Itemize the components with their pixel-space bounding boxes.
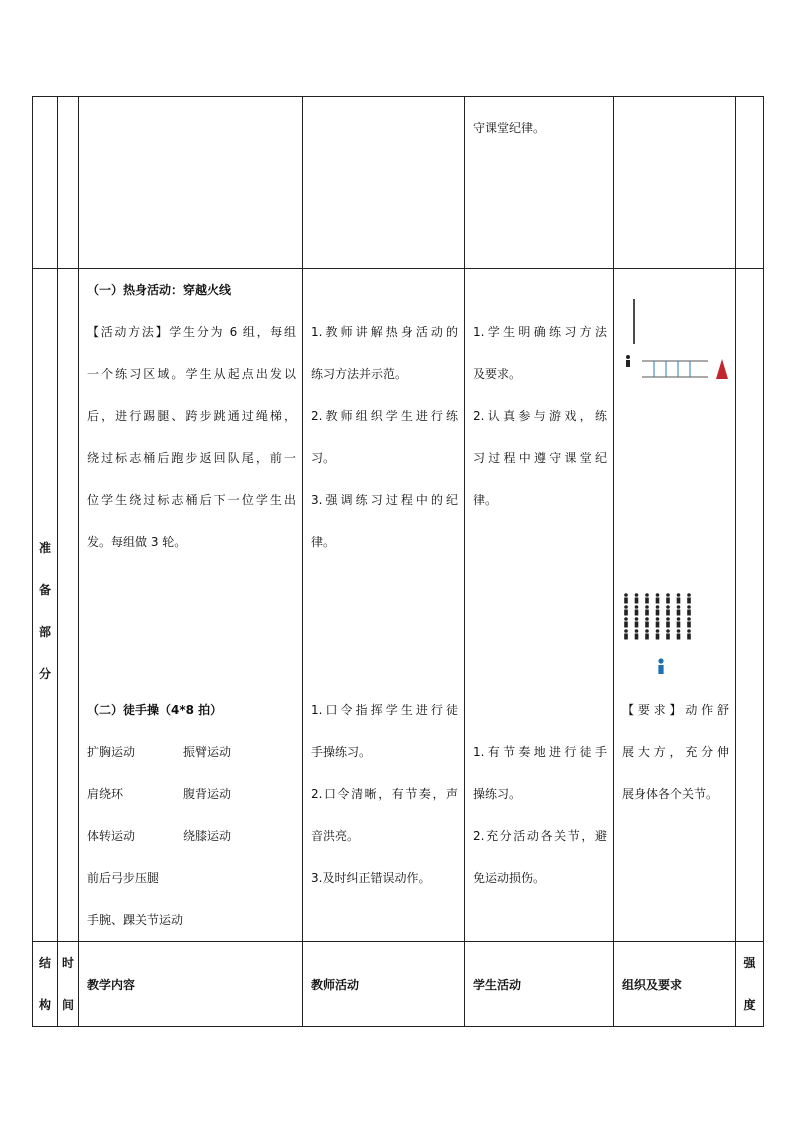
header-time: 时 间 — [58, 942, 79, 1027]
teacher-cell — [303, 97, 465, 269]
prep-structure-label: 准 备 部 分 — [38, 541, 51, 681]
warmup-method-line: 绕过标志桶后跑步返回队尾，前一 — [87, 451, 296, 465]
header-student: 学生活动 — [465, 942, 614, 1027]
exercise-item-row: 扩胸运动 振臂运动 — [87, 745, 232, 759]
warmup-method-line: 【活动方法】学生分为 6 组，每组 — [87, 325, 296, 339]
warmup-teacher-line: 3.强调练习过程中的纪 — [311, 493, 458, 507]
warmup-student-line: 律。 — [473, 493, 498, 507]
student-figure-icon — [645, 605, 649, 615]
organization-diagram — [614, 269, 735, 689]
student-figure-icon — [635, 605, 639, 615]
teacher-icon — [658, 658, 663, 674]
warmup-student-line: 1.学生明确练习方法 — [473, 325, 607, 339]
structure-cell — [33, 269, 58, 942]
exercise-item-row: 手腕、踝关节运动 — [87, 913, 184, 927]
student-figure-icon — [656, 605, 660, 615]
student-formation — [624, 593, 691, 639]
student-figure-icon — [687, 629, 691, 639]
content-cell — [79, 269, 303, 942]
exercise-teacher-line: 2.口令清晰，有节奏，声 — [311, 787, 458, 801]
student-figure-icon — [687, 593, 691, 603]
prep-row — [33, 269, 764, 942]
teacher-cell — [303, 269, 465, 942]
warmup-method-line: 发。每组做 3 轮。 — [87, 535, 187, 549]
student-figure-icon — [677, 605, 681, 615]
content-cell — [79, 97, 303, 269]
student-figure-icon — [666, 629, 670, 639]
student-figure-icon — [624, 629, 628, 639]
header-structure: 结 构 — [33, 942, 58, 1027]
warmup-teacher-line: 1.教师讲解热身活动的 — [311, 325, 458, 339]
cone-icon — [716, 359, 728, 379]
organization-cell — [614, 269, 736, 942]
student-figure-icon — [624, 605, 628, 615]
exercise-student-line: 操练习。 — [473, 787, 522, 801]
continued-row — [33, 97, 764, 269]
warmup-teacher-line: 习。 — [311, 451, 336, 465]
header-content: 教学内容 — [79, 942, 303, 1027]
student-figure-icon — [687, 617, 691, 627]
exercise-requirement-line: 展大方，充分伸 — [622, 745, 729, 759]
student-figure-icon — [656, 629, 660, 639]
student-figure-icon — [635, 617, 639, 627]
exercise-teacher-line: 音洪亮。 — [311, 829, 360, 843]
student-figure-icon — [645, 593, 649, 603]
header-teacher: 教师活动 — [303, 942, 465, 1027]
warmup-method-line: 一个练习区域。学生从起点出发以 — [87, 367, 296, 381]
student-figure-icon — [624, 617, 628, 627]
structure-cell — [33, 97, 58, 269]
student-figure-icon — [687, 605, 691, 615]
student-figure-icon — [666, 593, 670, 603]
time-cell — [58, 269, 79, 942]
student-cell — [465, 97, 614, 269]
exercise-title: （二）徒手操（4*8 拍） — [87, 703, 223, 717]
exercise-teacher-line: 1.口令指挥学生进行徒 — [311, 703, 458, 717]
student-figure-icon — [645, 617, 649, 627]
warmup-teacher-line: 律。 — [311, 535, 336, 549]
intensity-cell — [736, 97, 764, 269]
exercise-item-row: 前后弓步压腿 — [87, 871, 160, 885]
warmup-student-line: 习过程中遵守课堂纪 — [473, 451, 607, 465]
student-figure-icon — [635, 593, 639, 603]
exercise-student-line: 免运动损伤。 — [473, 871, 546, 885]
organization-cell — [614, 97, 736, 269]
formation-diagram — [614, 269, 734, 689]
student-figure-icon — [645, 629, 649, 639]
exercise-teacher-line: 手操练习。 — [311, 745, 372, 759]
warmup-title: （一）热身活动：穿越火线 — [87, 283, 232, 297]
header-intensity: 强 度 — [736, 942, 764, 1027]
student-figure-icon — [666, 617, 670, 627]
student-figure-icon — [635, 629, 639, 639]
student-figure-icon — [677, 617, 681, 627]
student-figure-icon — [656, 617, 660, 627]
intensity-cell — [736, 269, 764, 942]
header-row — [33, 942, 764, 1027]
exercise-requirement-line: 【要求】动作舒 — [622, 703, 729, 717]
student-figure-icon — [677, 629, 681, 639]
warmup-teacher-line: 练习方法并示范。 — [311, 367, 408, 381]
exercise-item-row: 体转运动 绕膝运动 — [87, 829, 232, 843]
student-figure-icon — [624, 593, 628, 603]
student-cell — [465, 269, 614, 942]
student-figure-icon — [666, 605, 670, 615]
student-figure-icon — [656, 593, 660, 603]
student-figure-icon — [677, 593, 681, 603]
warmup-student-line: 及要求。 — [473, 367, 522, 381]
exercise-item-row: 肩绕环 腹背运动 — [87, 787, 232, 801]
student-icon — [626, 355, 630, 367]
time-cell — [58, 97, 79, 269]
warmup-method-line: 后，进行踢腿、跨步跳通过绳梯， — [87, 409, 296, 423]
exercise-teacher-line: 3.及时纠正错误动作。 — [311, 871, 431, 885]
exercise-student-line: 1.有节奏地进行徒手 — [473, 745, 607, 759]
lesson-plan-table — [32, 96, 764, 1027]
warmup-student-line: 2.认真参与游戏，练 — [473, 409, 607, 423]
exercise-requirement-line: 展身体各个关节。 — [622, 787, 719, 801]
warmup-teacher-line: 2.教师组织学生进行练 — [311, 409, 458, 423]
rope-ladder — [642, 361, 708, 377]
header-organization: 组织及要求 — [614, 942, 736, 1027]
warmup-method-line: 位学生绕过标志桶后下一位学生出 — [87, 493, 296, 507]
continued-student-text: 守课堂纪律。 — [473, 121, 546, 135]
exercise-student-line: 2.充分活动各关节，避 — [473, 829, 607, 843]
